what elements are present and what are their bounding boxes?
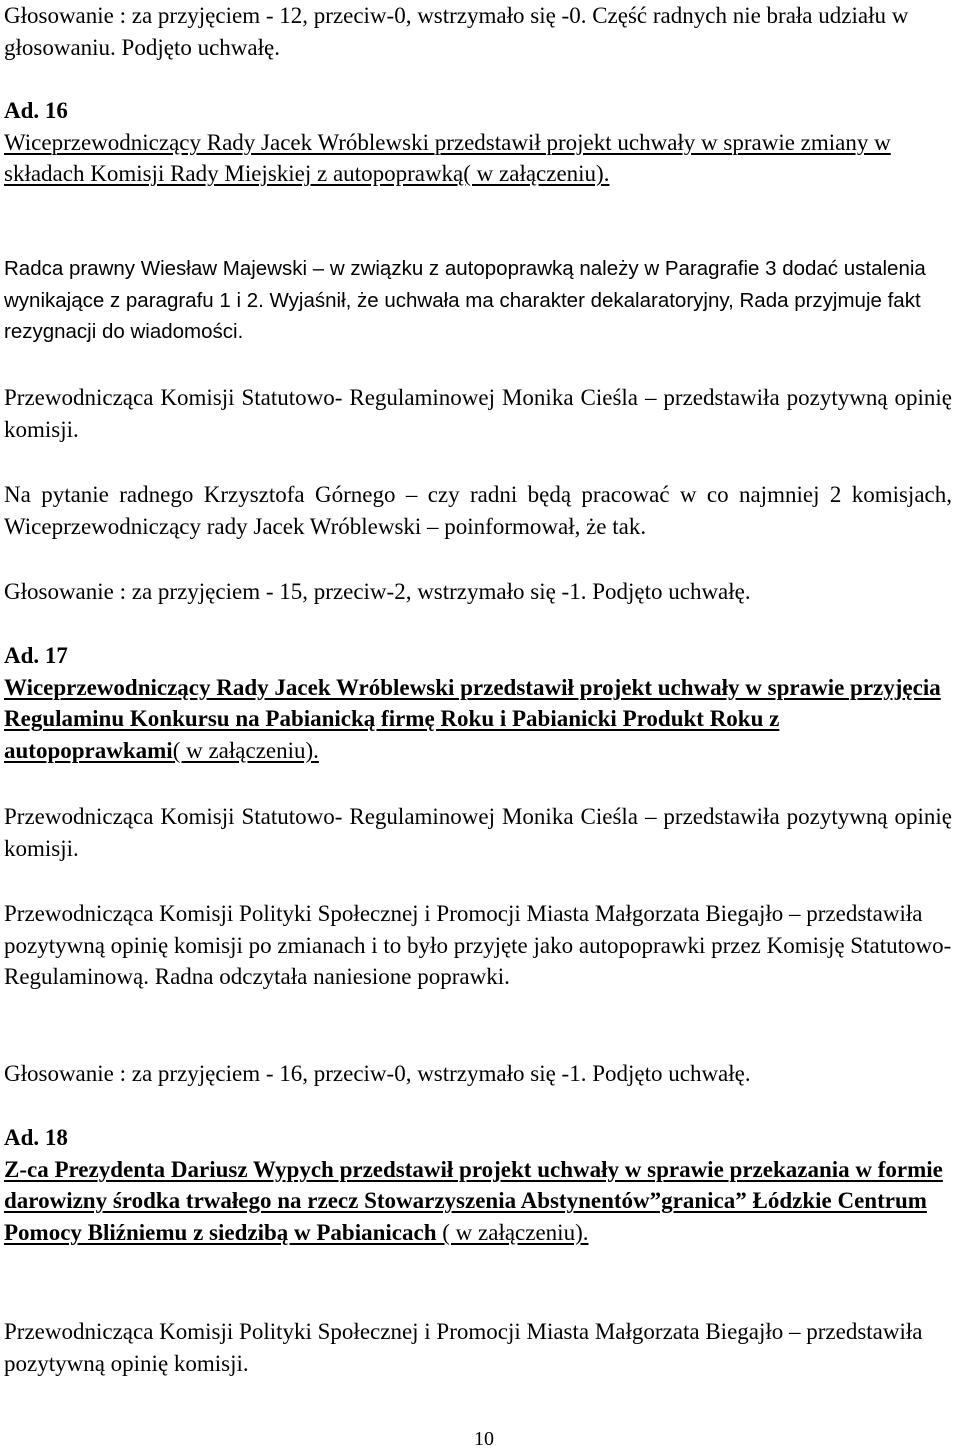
agenda-item-description: Wiceprzewodniczący Rady Jacek Wróblewski przedstawił projekt uchwały w sprawie zmiany w składach Komisji Rady Miejskiej z autopoprawką( w załączeniu). [4, 129, 891, 186]
agenda-item-title: Wiceprzewodniczący Rady Jacek Wróblewski przedstawił projekt uchwały w sprawie przyjęcia Regulaminu Konkursu na Pabianicką firmę Roku i Pabianicki Produkt Roku z autopoprawkami [4, 674, 941, 763]
vote-result-paragraph: Głosowanie : za przyjęciem - 16, przeciw-0, wstrzymało się -1. Podjęto uchwałę. [4, 1061, 751, 1086]
question-paragraph: Na pytanie radnego Krzysztofa Górnego – czy radni będą pracować w co najmniej 2 komisjach, Wiceprzewodniczący rady Jacek Wróblewski – poinformował, że tak. [4, 482, 952, 539]
agenda-item-17 [4, 640, 952, 766]
agenda-item-heading: Ad. 17 [4, 643, 68, 668]
agenda-item-description [4, 1154, 952, 1249]
committee-opinion-paragraph: Przewodnicząca Komisji Statutowo- Regulaminowej Monika Cieśla – przedstawiła pozytywną opinię komisji. [4, 804, 952, 861]
agenda-item-16 [4, 95, 952, 190]
attachment-note: ( w załączeniu). [172, 737, 319, 763]
agenda-item-description [4, 672, 952, 767]
attachment-note: ( w załączeniu). [436, 1219, 589, 1245]
agenda-item-title: Z-ca Prezydenta Dariusz Wypych przedstawił projekt uchwały w sprawie przekazania w formie darowizny środka trwałego na rzecz Stowarzyszenia Abstynentów”granica” Łódzkie Centrum Pomocy Bliźniemu z siedzibą w Pabianicach [4, 1156, 943, 1245]
page-number: 10 [474, 1428, 494, 1450]
committee-opinion-paragraph: Przewodnicząca Komisji Statutowo- Regulaminowej Monika Cieśla – przedstawiła pozytywną opinię komisji. [4, 385, 952, 442]
vote-result-paragraph: Głosowanie : za przyjęciem - 15, przeciw-2, wstrzymało się -1. Podjęto uchwałę. [4, 579, 751, 604]
committee-opinion-paragraph: Przewodnicząca Komisji Polityki Społecznej i Promocji Miasta Małgorzata Biegajło – przedstawiła pozytywną opinię komisji. [4, 1319, 923, 1376]
agenda-item-heading: Ad. 16 [4, 98, 68, 123]
vote-result-paragraph: Głosowanie : za przyjęciem - 12, przeciw-0, wstrzymało się -0. Część radnych nie brała udziału w głosowaniu. Podjęto uchwałę. [4, 3, 909, 60]
agenda-item-18 [4, 1122, 952, 1248]
agenda-item-heading: Ad. 18 [4, 1125, 68, 1150]
legal-advisor-paragraph: Radca prawny Wiesław Majewski – w związku z autopoprawką należy w Paragrafie 3 dodać ustalenia wynikające z paragrafu 1 i 2. Wyjaśnił, że uchwała ma charakter dekalaratoryjny, Rada przyjmuje fakt rezygnacji do wiadomości. [4, 257, 926, 343]
committee-opinion-paragraph: Przewodnicząca Komisji Polityki Społecznej i Promocji Miasta Małgorzata Biegajło – przedstawiła pozytywną opinię komisji po zmianach i to było przyjęte jako autopoprawki przez Komisję Statutowo- Regulaminową. Radna odczytała naniesione poprawki. [4, 901, 952, 989]
